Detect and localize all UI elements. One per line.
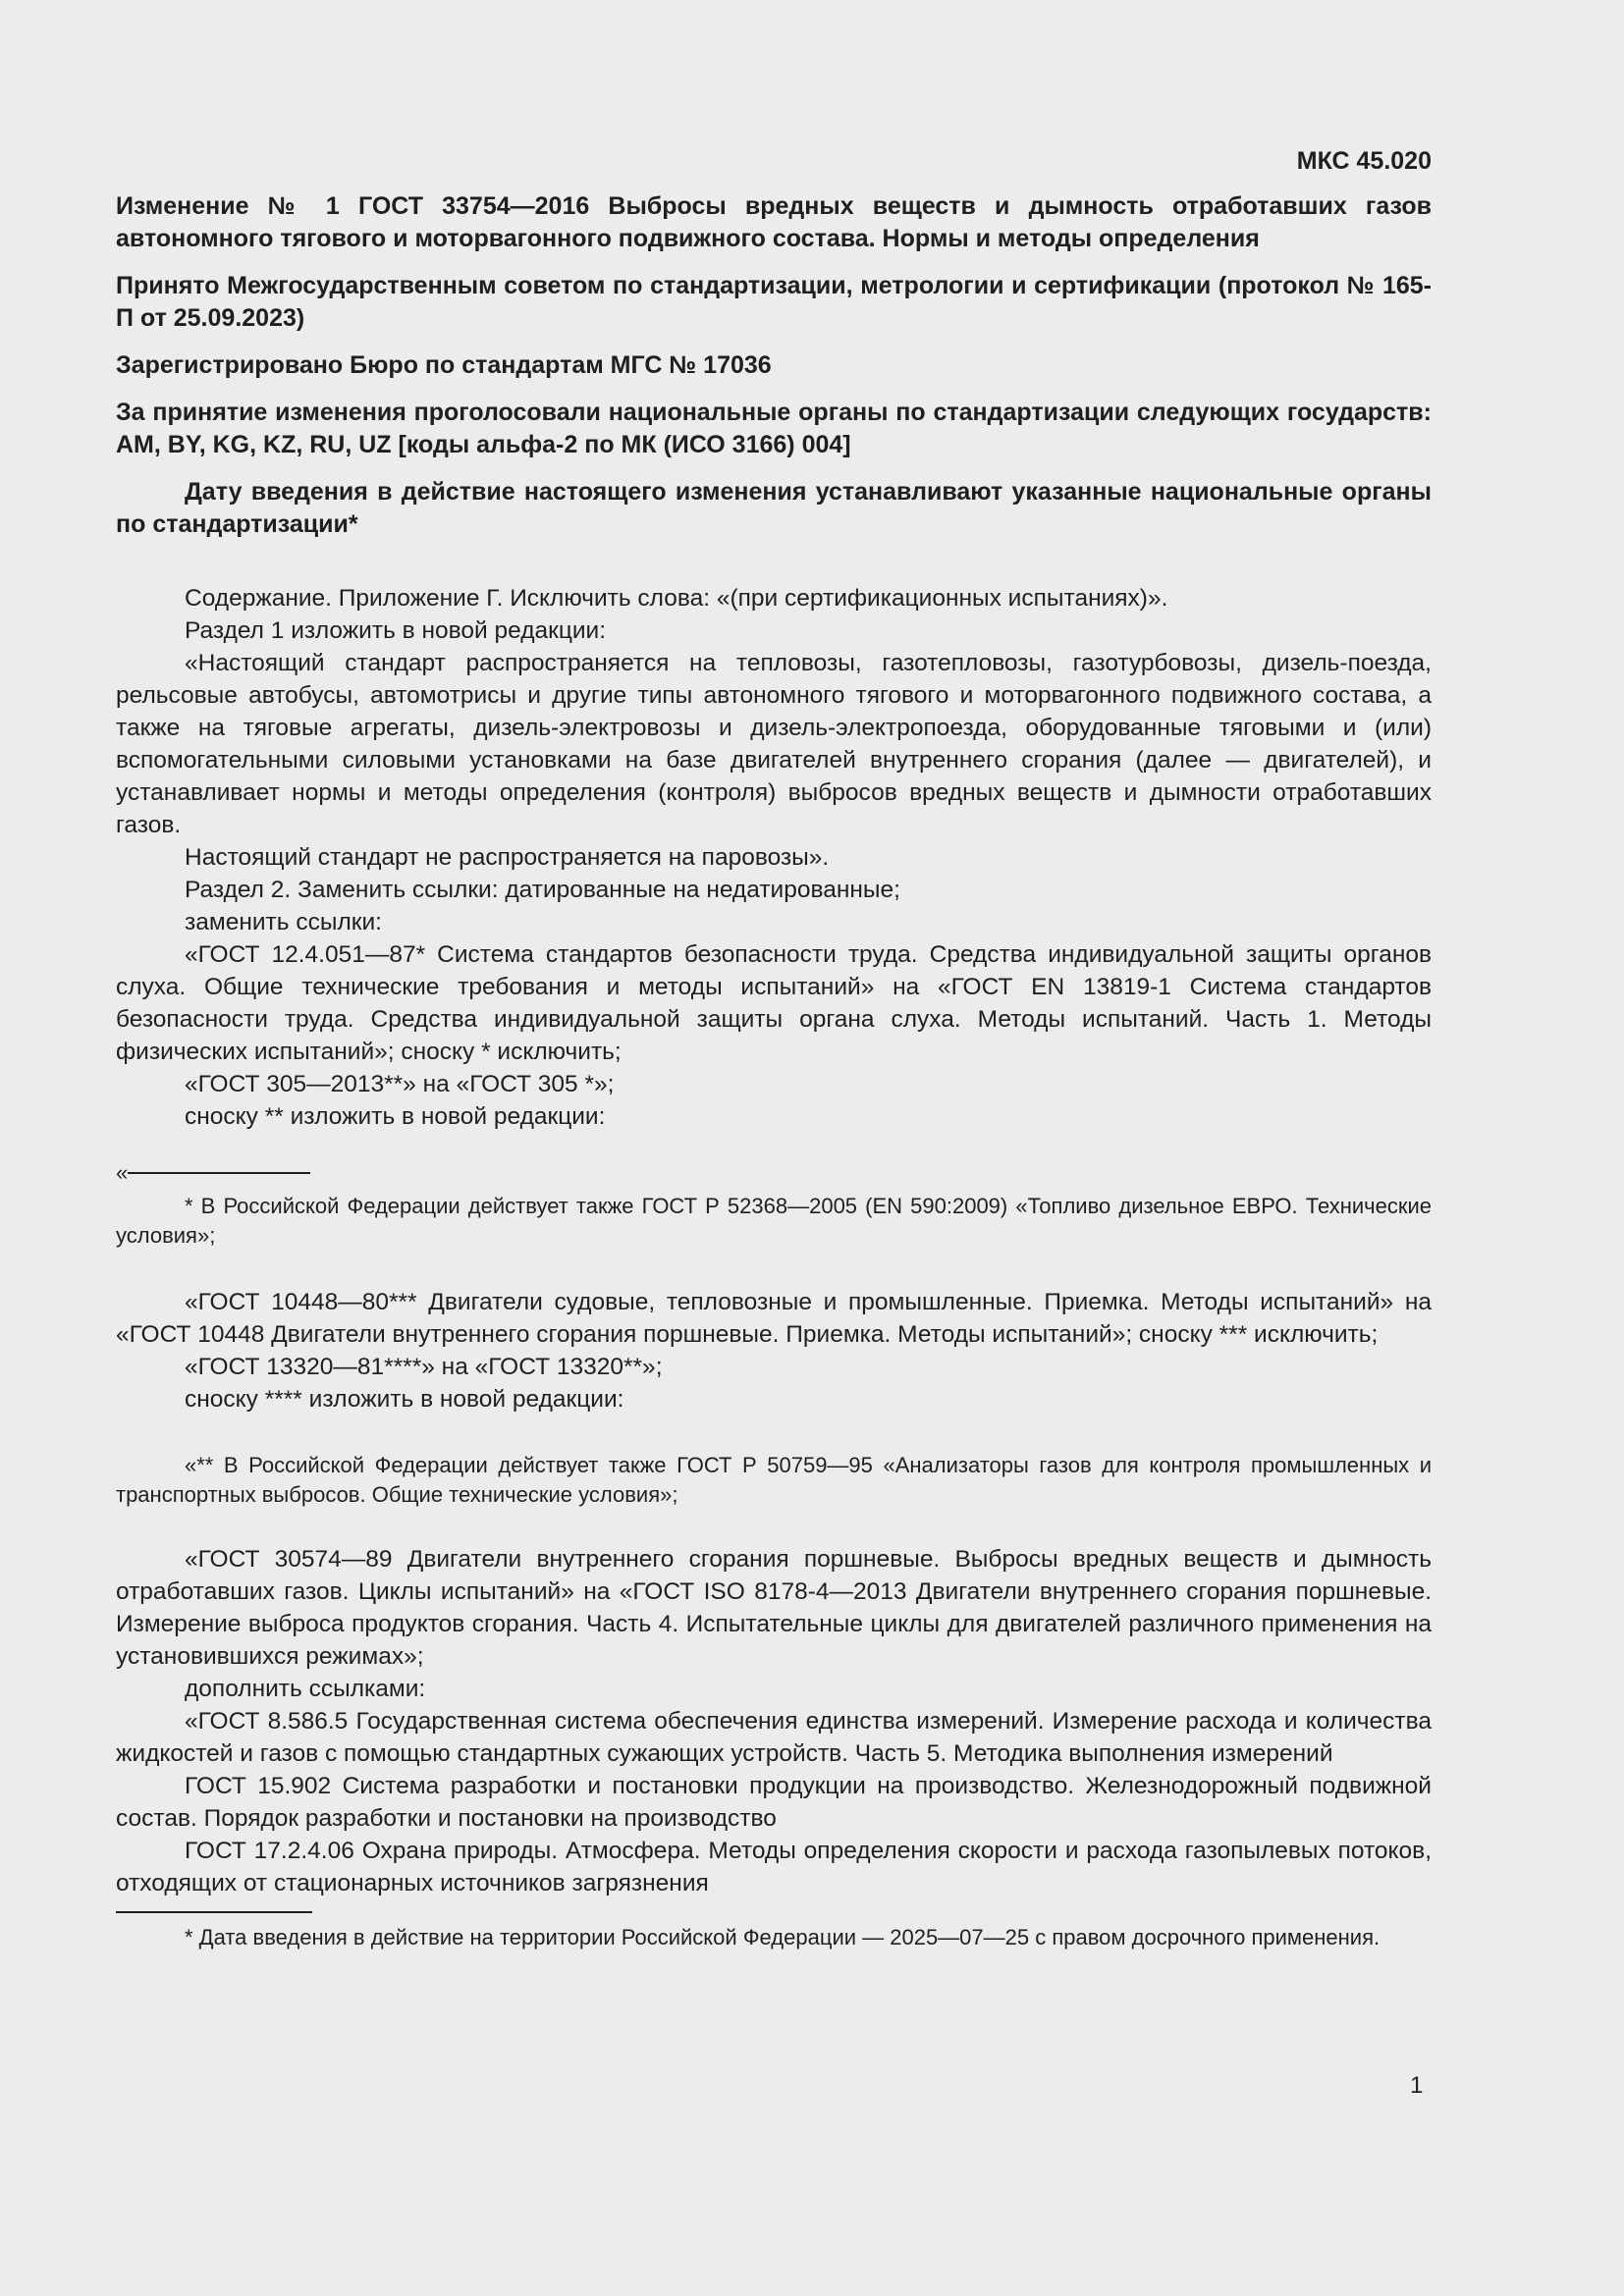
paragraph: «Настоящий стандарт распространяется на тепловозы, газотепловозы, газотурбовозы, дизель-поезда, рельсовые автобусы, автомотрисы и другие типы автономного тягового и моторвагонного подвижного состава, а также на тяговые агрегаты, дизель-электровозы и дизель-электропоезда, оборудованные тяговыми и (или) вспомогательными силовыми установками на базе двигателей внутреннего сгорания (далее — двигателей), и устанавливает нормы и методы определения (контроля) выбросов вредных веществ и дымности отработавших газов. <box>116 650 1432 838</box>
paragraph: заменить ссылки: <box>185 909 382 935</box>
voting-statement: За принятие изменения проголосовали национальные органы по стандартизации следующих государств: AM, BY, KG, KZ, RU, UZ [коды альфа-2 по МК (ИСО 3166) 004] <box>116 399 1432 458</box>
opening-quote: « <box>116 1160 129 1185</box>
registration-statement: Зарегистрировано Бюро по стандартам МГС № 17036 <box>116 351 772 379</box>
effective-date-statement: Дату введения в действие настоящего изменения устанавливают указанные национальные органы по стандартизации* <box>116 478 1432 538</box>
amendment-body <box>116 582 1432 1952</box>
paragraph: Содержание. Приложение Г. Исключить слова: «(при сертификационных испытаниях)». <box>185 585 1168 612</box>
paragraph: ГОСТ 17.2.4.06 Охрана природы. Атмосфера. Методы определения скорости и расхода газопылевых потоков, отходящих от стационарных источников загрязнения <box>116 1838 1432 1896</box>
adopted-statement: Принято Межгосударственным советом по стандартизации, метрологии и сертификации (протокол № 165-П от 25.09.2023) <box>116 272 1432 332</box>
paragraph: Настоящий стандарт не распространяется на паровозы». <box>185 844 830 871</box>
page-footnote: * Дата введения в действие на территории Российской Федерации — 2025—07—25 с правом досрочного применения. <box>185 1925 1380 1949</box>
paragraph: сноску **** изложить в новой редакции: <box>185 1386 624 1413</box>
paragraph: ГОСТ 15.902 Система разработки и постановки продукции на производство. Железнодорожный подвижной состав. Порядок разработки и постановки на производство <box>116 1773 1432 1832</box>
paragraph: сноску ** изложить в новой редакции: <box>185 1103 606 1130</box>
quoted-footnote: «** В Российской Федерации действует также ГОСТ Р 50759—95 «Анализаторы газов для контроля промышленных и транспортных выбросов. Общие технические условия»; <box>116 1453 1432 1507</box>
footnote-divider <box>128 1172 310 1174</box>
paragraph: Раздел 1 изложить в новой редакции: <box>185 617 607 644</box>
paragraph: «ГОСТ 12.4.051—87* Система стандартов безопасности труда. Средства индивидуальной защиты органов слуха. Общие технические требования и методы испытаний» на «ГОСТ EN 13819-1 Система стандартов безопасности труда. Средства индивидуальной защиты органа слуха. Методы испытаний. Часть 1. Методы физических испытаний»; сноску * исключить; <box>116 941 1432 1065</box>
document-page <box>116 145 1432 2109</box>
mks-code: МКС 45.020 <box>1296 147 1432 175</box>
paragraph: «ГОСТ 10448—80*** Двигатели судовые, тепловозные и промышленные. Приемка. Методы испытаний» на «ГОСТ 10448 Двигатели внутреннего сгорания поршневые. Приемка. Методы испытаний»; сноску *** исключить; <box>116 1289 1432 1348</box>
change-title: Изменение № 1 ГОСТ 33754—2016 Выбросы вредных веществ и дымность отработавших газов автономного тягового и моторвагонного подвижного состава. Нормы и методы определения <box>116 192 1432 252</box>
paragraph: «ГОСТ 8.586.5 Государственная система обеспечения единства измерений. Измерение расхода и количества жидкостей и газов с помощью стандартных сужающих устройств. Часть 5. Методика выполнения измерений <box>116 1708 1432 1767</box>
paragraph: Раздел 2. Заменить ссылки: датированные на недатированные; <box>185 877 900 903</box>
paragraph: «ГОСТ 30574—89 Двигатели внутреннего сгорания поршневые. Выбросы вредных веществ и дымность отработавших газов. Циклы испытаний» на «ГОСТ ISO 8178-4—2013 Двигатели внутреннего сгорания поршневые. Измерение выброса продуктов сгорания. Часть 4. Испытательные циклы для двигателей различного применения на установившихся режимах»; <box>116 1546 1432 1670</box>
quoted-footnote: * В Российской Федерации действует также ГОСТ Р 52368—2005 (EN 590:2009) «Топливо дизельное ЕВРО. Технические условия»; <box>116 1194 1432 1248</box>
paragraph: «ГОСТ 13320—81****» на «ГОСТ 13320**»; <box>185 1354 663 1380</box>
paragraph: дополнить ссылками: <box>185 1676 426 1702</box>
quoted-footnote-rule <box>116 1162 1432 1184</box>
paragraph: «ГОСТ 305—2013**» на «ГОСТ 305 *»; <box>185 1071 615 1097</box>
footnote-divider <box>116 1911 312 1913</box>
page-number: 1 <box>1410 2072 1424 2099</box>
